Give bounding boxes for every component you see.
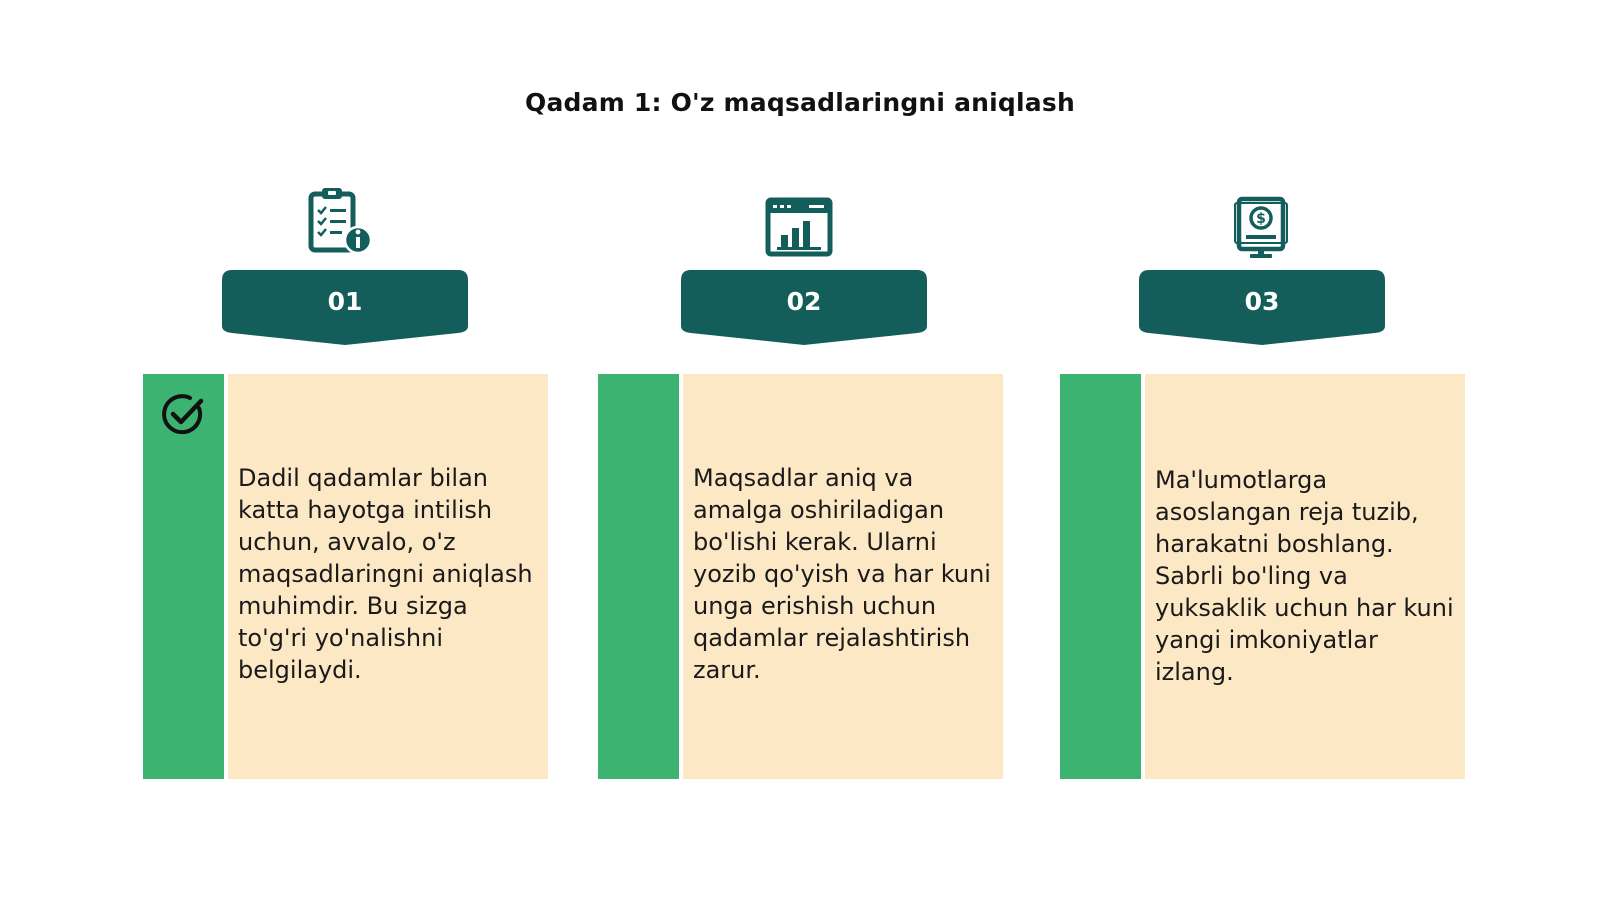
step-card-03 [1060,374,1465,779]
step-number: 01 [327,287,363,316]
bar-chart-window-icon [765,194,835,264]
svg-text:$: $ [1256,211,1266,227]
step-card-01 [143,374,548,779]
step-badge-03 [1139,270,1385,346]
page-title: Qadam 1: O'z maqsadlaringni aniqlash [525,88,1075,117]
clipboard-checklist-info-icon [304,186,374,256]
step-badge-02 [681,270,927,346]
dollar-monitor-icon [1226,190,1296,260]
step-description: Dadil qadamlar bilan katta hayotga intilish uchun, avvalo, o'z maqsadlaringni aniqlash muhimdir. Bu sizga to'g'ri yo'nalishni belgilaydi. [238,464,533,684]
step-number: 02 [786,287,822,316]
card-stripe [143,374,224,779]
step-badge-01 [222,270,468,346]
step-description: Ma'lumotlarga asoslangan reja tuzib, harakatni boshlang. Sabrli bo'ling va yuksaklik uchun har kuni yangi imkoniyatlar izlang. [1155,466,1454,686]
card-stripe [1060,374,1141,779]
step-card-02 [598,374,1003,779]
check-circle-icon [160,392,206,438]
card-stripe [598,374,679,779]
step-description: Maqsadlar aniq va amalga oshiriladigan bo'lishi kerak. Ularni yozib qo'yish va har kuni unga erishish uchun qadamlar rejalashtirish zarur. [693,464,991,684]
step-number: 03 [1244,287,1280,316]
